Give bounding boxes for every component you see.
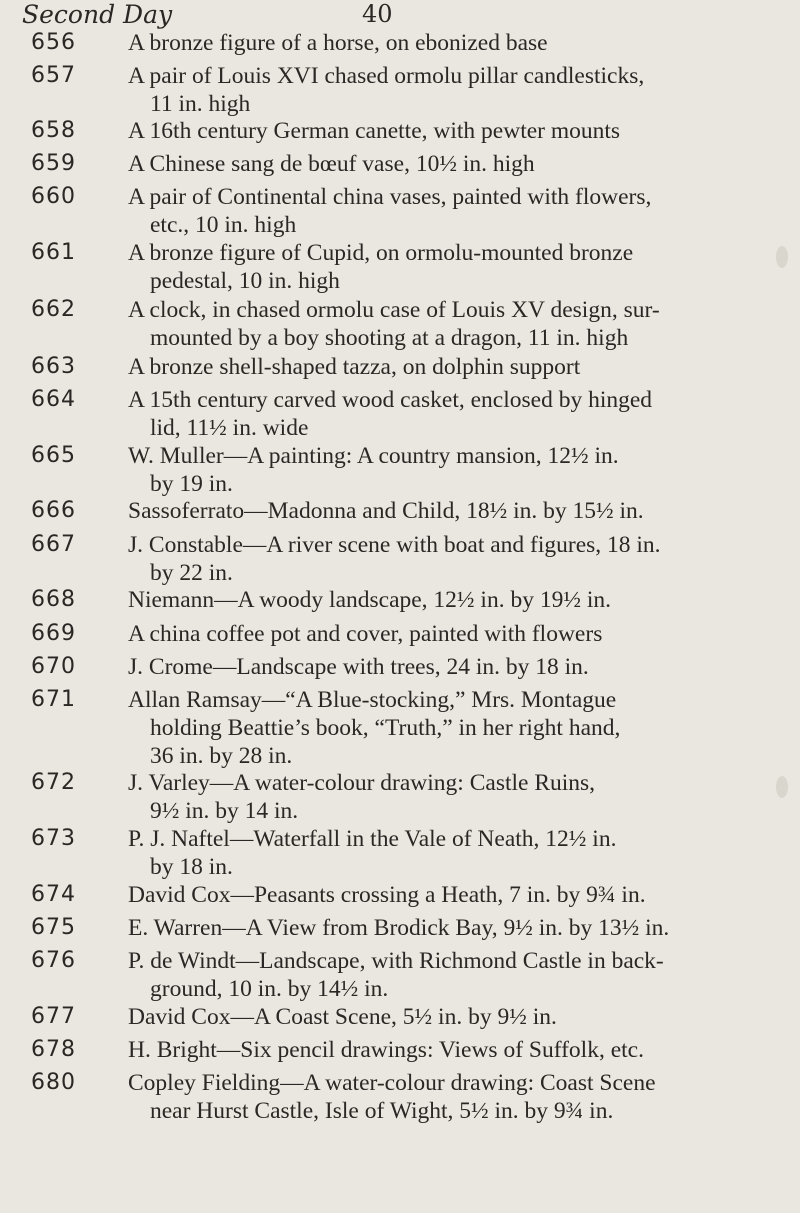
- lot-description: [128, 1069, 743, 1125]
- lot-description-line: near Hurst Castle, Isle of Wight, 5½ in. by 9¾ in.: [150, 1098, 614, 1124]
- lot-description: [128, 825, 743, 881]
- lot-description-line: A pair of Louis XVI chased ormolu pillar candlesticks,: [128, 63, 645, 89]
- lot-description-line: J. Crome—Landscape with trees, 24 in. by 18 in.: [128, 654, 589, 680]
- lot-number: 668: [31, 587, 76, 612]
- lot-number: 678: [31, 1037, 76, 1062]
- lot-number: 670: [31, 654, 76, 679]
- lot-description-line: 11 in. high: [150, 91, 251, 117]
- lot-description-line: J. Constable—A river scene with boat and figures, 18 in.: [128, 532, 661, 558]
- lot-description-line: A bronze figure of a horse, on ebonized base: [128, 30, 548, 56]
- lot-number: 659: [31, 151, 76, 176]
- lot-description-line: Sassoferrato—Madonna and Child, 18½ in. by 15½ in.: [128, 498, 644, 524]
- lot-description-line: H. Bright—Six pencil drawings: Views of Suffolk, etc.: [128, 1037, 644, 1063]
- lot-number: 661: [31, 240, 76, 265]
- lot-description-line: etc., 10 in. high: [150, 212, 297, 238]
- lot-description: [128, 653, 743, 681]
- lot-number: 666: [31, 498, 76, 523]
- lot-number: 664: [31, 387, 76, 412]
- lot-description: [128, 117, 743, 145]
- lot-description: [128, 881, 743, 909]
- lot-description: [128, 296, 743, 352]
- lot-description: [128, 239, 743, 295]
- lot-description: [128, 531, 743, 587]
- lot-description-line: Niemann—A woody landscape, 12½ in. by 19½ in.: [128, 587, 611, 613]
- lot-description-line: 36 in. by 28 in.: [150, 743, 293, 769]
- lot-description: [128, 620, 743, 648]
- lot-number: 675: [31, 915, 76, 940]
- lot-description-line: W. Muller—A painting: A country mansion, 12½ in.: [128, 443, 619, 469]
- lot-description: [128, 29, 743, 57]
- lot-description-line: by 19 in.: [150, 471, 233, 497]
- lot-description-line: David Cox—A Coast Scene, 5½ in. by 9½ in.: [128, 1004, 557, 1030]
- lot-number: 658: [31, 118, 76, 143]
- lot-number: 660: [31, 184, 76, 209]
- lot-number: 673: [31, 826, 76, 851]
- lot-number: 656: [31, 30, 76, 55]
- lot-description-line: pedestal, 10 in. high: [150, 268, 340, 294]
- margin-mark: [776, 246, 788, 268]
- lot-description-line: ground, 10 in. by 14½ in.: [150, 976, 389, 1002]
- lot-description-line: by 22 in.: [150, 560, 233, 586]
- lot-description: [128, 1003, 743, 1031]
- lot-description: [128, 183, 743, 239]
- lot-description-line: A 16th century German canette, with pewter mounts: [128, 118, 621, 144]
- lot-description-line: A 15th century carved wood casket, enclosed by hinged: [128, 387, 653, 413]
- lot-description: [128, 914, 743, 942]
- lot-description: [128, 586, 743, 614]
- lot-description-line: A china coffee pot and cover, painted with flowers: [128, 621, 603, 647]
- lot-number: 657: [31, 63, 76, 88]
- lot-description: [128, 1036, 743, 1064]
- lot-description-line: Copley Fielding—A water-colour drawing: Coast Scene: [128, 1070, 656, 1096]
- lot-number: 663: [31, 354, 76, 379]
- lot-number: 665: [31, 443, 76, 468]
- lot-number: 672: [31, 770, 76, 795]
- margin-mark: [776, 776, 788, 798]
- lot-description-line: mounted by a boy shooting at a dragon, 11 in. high: [150, 325, 629, 351]
- lot-description-line: 9½ in. by 14 in.: [150, 798, 299, 824]
- page-number: 40: [362, 0, 393, 28]
- lot-description-line: A bronze figure of Cupid, on ormolu-mounted bronze: [128, 240, 634, 266]
- lot-description: [128, 947, 743, 1003]
- lot-description: [128, 497, 743, 525]
- lot-number: 667: [31, 532, 76, 557]
- lot-number: 680: [31, 1070, 76, 1095]
- lot-description-line: P. J. Naftel—Waterfall in the Vale of Neath, 12½ in.: [128, 826, 617, 852]
- page-header-title: Second Day: [22, 0, 173, 29]
- lot-description-line: holding Beattie’s book, “Truth,” in her right hand,: [150, 715, 621, 741]
- lot-description: [128, 769, 743, 825]
- lot-number: 677: [31, 1004, 76, 1029]
- lot-description-line: David Cox—Peasants crossing a Heath, 7 in. by 9¾ in.: [128, 882, 646, 908]
- lot-description: [128, 62, 743, 118]
- lot-description: [128, 386, 743, 442]
- lot-description: [128, 686, 743, 770]
- lot-description: [128, 442, 743, 498]
- lot-description-line: A Chinese sang de bœuf vase, 10½ in. high: [128, 151, 535, 177]
- lot-description-line: A clock, in chased ormolu case of Louis XV design, sur-: [128, 297, 660, 323]
- lot-description-line: E. Warren—A View from Brodick Bay, 9½ in. by 13½ in.: [128, 915, 670, 941]
- lot-description-line: J. Varley—A water-colour drawing: Castle Ruins,: [128, 770, 596, 796]
- lot-description: [128, 150, 743, 178]
- lot-number: 676: [31, 948, 76, 973]
- lot-number: 669: [31, 621, 76, 646]
- lot-description-line: lid, 11½ in. wide: [150, 415, 309, 441]
- lot-number: 674: [31, 882, 76, 907]
- lot-description: [128, 353, 743, 381]
- lot-description-line: P. de Windt—Landscape, with Richmond Castle in back-: [128, 948, 664, 974]
- lot-number: 662: [31, 297, 76, 322]
- lot-description-line: A bronze shell-shaped tazza, on dolphin support: [128, 354, 581, 380]
- lot-description-line: Allan Ramsay—“A Blue-stocking,” Mrs. Montague: [128, 687, 617, 713]
- lot-description-line: by 18 in.: [150, 854, 233, 880]
- lot-number: 671: [31, 687, 76, 712]
- lot-description-line: A pair of Continental china vases, painted with flowers,: [128, 184, 652, 210]
